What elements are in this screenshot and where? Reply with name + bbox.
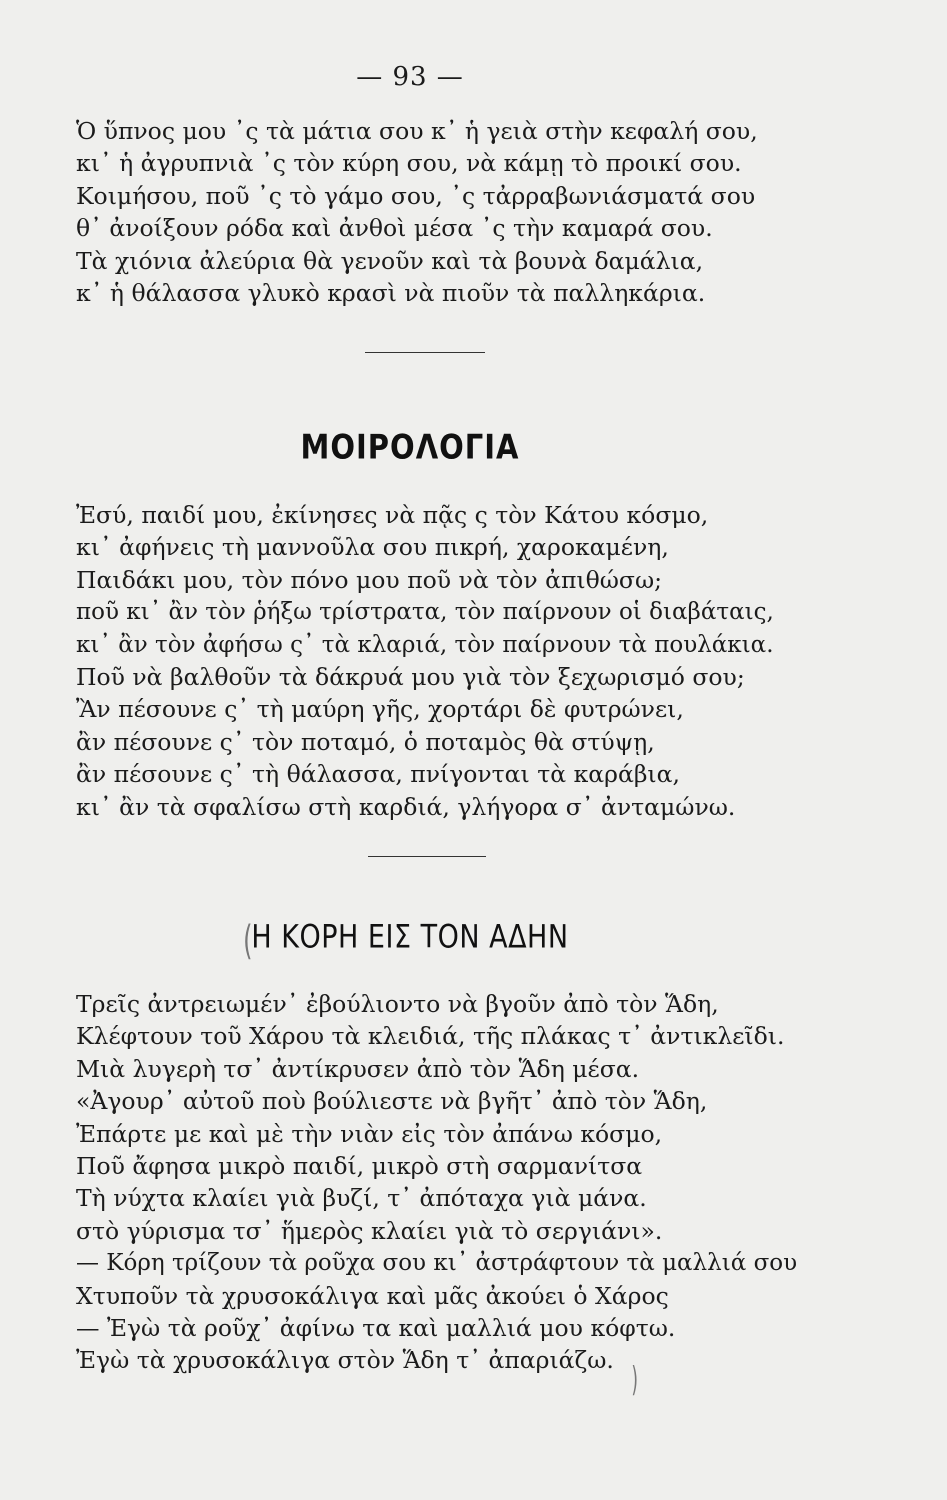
verse-line: — Κόρη τρίζουν τὰ ροῦχα σου κι᾿ ἀστράφτουν τὰ μαλλιά σου [76,1250,798,1277]
verse-line: Μιὰ λυγερὴ τσ᾿ ἀντίκρυσεν ἀπὸ τὸν Ἅδη μέσα. [76,1054,640,1083]
section-divider [365,352,485,353]
verse-line: κι᾿ ἂν τὰ σφαλίσω στὴ καρδιά, γλήγορα σ᾿ ἀνταμώνω. [76,792,736,821]
verse-line: Ἐπάρτε με καὶ μὲ τὴν νιὰν εἰς τὸν ἀπάνω κόσμο, [76,1119,663,1148]
verse-line: Ποῦ ἄφησα μικρὸ παιδί, μικρὸ στὴ σαρμανίτσα [76,1151,643,1180]
lament-poem [76,499,796,823]
verse-line: Ἐγὼ τὰ χρυσοκάλιγα στὸν Ἅδη τ᾿ ἀπαριάζω. [76,1346,614,1375]
verse-line: θ᾿ ἀνοίξουν ρόδα καὶ ἀνθοὶ μέσα ᾿ς τὴν καμαρά σου. [76,214,713,243]
verse-line: στὸ γύρισμα τσ᾿ ἥμερὸς κλαίει γιὰ τὸ σεργιάνι». [76,1216,663,1245]
verse-line: ἂν πέσουνε ς᾿ τὴ θάλασσα, πνίγονται τὰ καράβια, [76,760,680,789]
verse-line: κι᾿ ἡ ἀγρυπνιὰ ᾿ς τὸν κύρη σου, νὰ κάμῃ τὸ προικί σου. [76,149,742,178]
verse-line: «Ἀγουρ᾿ αὐτοῦ ποὺ βούλιεστε νὰ βγῆτ᾿ ἀπὸ τὸν Ἅδη, [76,1087,708,1116]
verse-line: Ἂν πέσουνε ς᾿ τὴ μαύρη γῆς, χορτάρι δὲ φυτρώνει, [76,695,684,724]
kori-poem [76,988,796,1377]
verse-line: Ἐσύ, παιδί μου, ἐκίνησες νὰ πᾷς ς τὸν Κάτου κόσμο, [76,501,709,529]
section-title-kori: Η ΚΟΡΗ ΕΙΣ ΤΟΝ ΑΔΗΝ [251,918,569,957]
verse-line: Ποῦ νὰ βαλθοῦν τὰ δάκρυά μου γιὰ τὸν ξεχωρισμό σου; [76,662,745,691]
verse-line: κ᾿ ἡ θάλασσα γλυκὸ κρασὶ νὰ πιοῦν τὰ παλληκάρια. [76,278,706,307]
section-title-moirologia: ΜΟΙΡΟΛΟΓΙΑ [300,427,520,467]
section-divider [368,856,486,857]
pencil-bracket-mark: ) [631,1360,638,1400]
verse-line: Χτυποῦν τὰ χρυσοκάλιγα καὶ μᾶς ἀκούει ὁ Χάρος [76,1281,669,1310]
verse-line: Κλέφτουν τοῦ Χάρου τὰ κλειδιά, τῆς πλάκας τ᾿ ἀντικλεῖδι. [76,1022,785,1051]
verse-line: Τρεῖς ἀντρειωμέν᾿ ἐβούλιοντο νὰ βγοῦν ἀπὸ τὸν Ἅδη, [76,990,719,1018]
verse-line: Κοιμήσου, ποῦ ᾿ς τὸ γάμο σου, ᾿ς τἀρραβωνιάσματά σου [76,181,756,210]
verse-line: Παιδάκι μου, τὸν πόνο μου ποῦ νὰ τὸν ἀπιθώσω; [76,565,663,594]
verse-line: — Ἐγὼ τὰ ροῦχ᾿ ἀφίνω τα καὶ μαλλιά μου κόφτω. [76,1313,676,1342]
verse-line: Τὴ νύχτα κλαίει γιὰ βυζί, τ᾿ ἀπόταχα γιὰ μάνα. [76,1184,647,1213]
lullaby-stanza [76,115,796,309]
verse-line: Ὁ ὕπνος μου ᾿ς τὰ μάτια σου κ᾿ ἡ γειὰ στὴν κεφαλή σου, [76,117,758,145]
page-number: — 93 — [356,62,464,92]
verse-line: ἂν πέσουνε ς᾿ τὸν ποταμό, ὁ ποταμὸς θὰ στύψῃ, [76,727,655,756]
verse-line: κι᾿ ἂν τὸν ἀφήσω ς᾿ τὰ κλαριά, τὸν παίρνουν τὰ πουλάκια. [76,631,774,658]
verse-line: Τὰ χιόνια ἀλεύρια θὰ γενοῦν καὶ τὰ βουνὰ δαμάλια, [76,246,704,275]
pencil-bracket-mark: ( [243,918,253,964]
verse-line: κι᾿ ἀφήνεις τὴ μαννοῦλα σου πικρή, χαροκαμένη, [76,533,669,562]
verse-line: ποῦ κι᾿ ἂν τὸν ῥήξω τρίστρατα, τὸν παίρνουν οἱ διαβάταις, [76,599,774,626]
